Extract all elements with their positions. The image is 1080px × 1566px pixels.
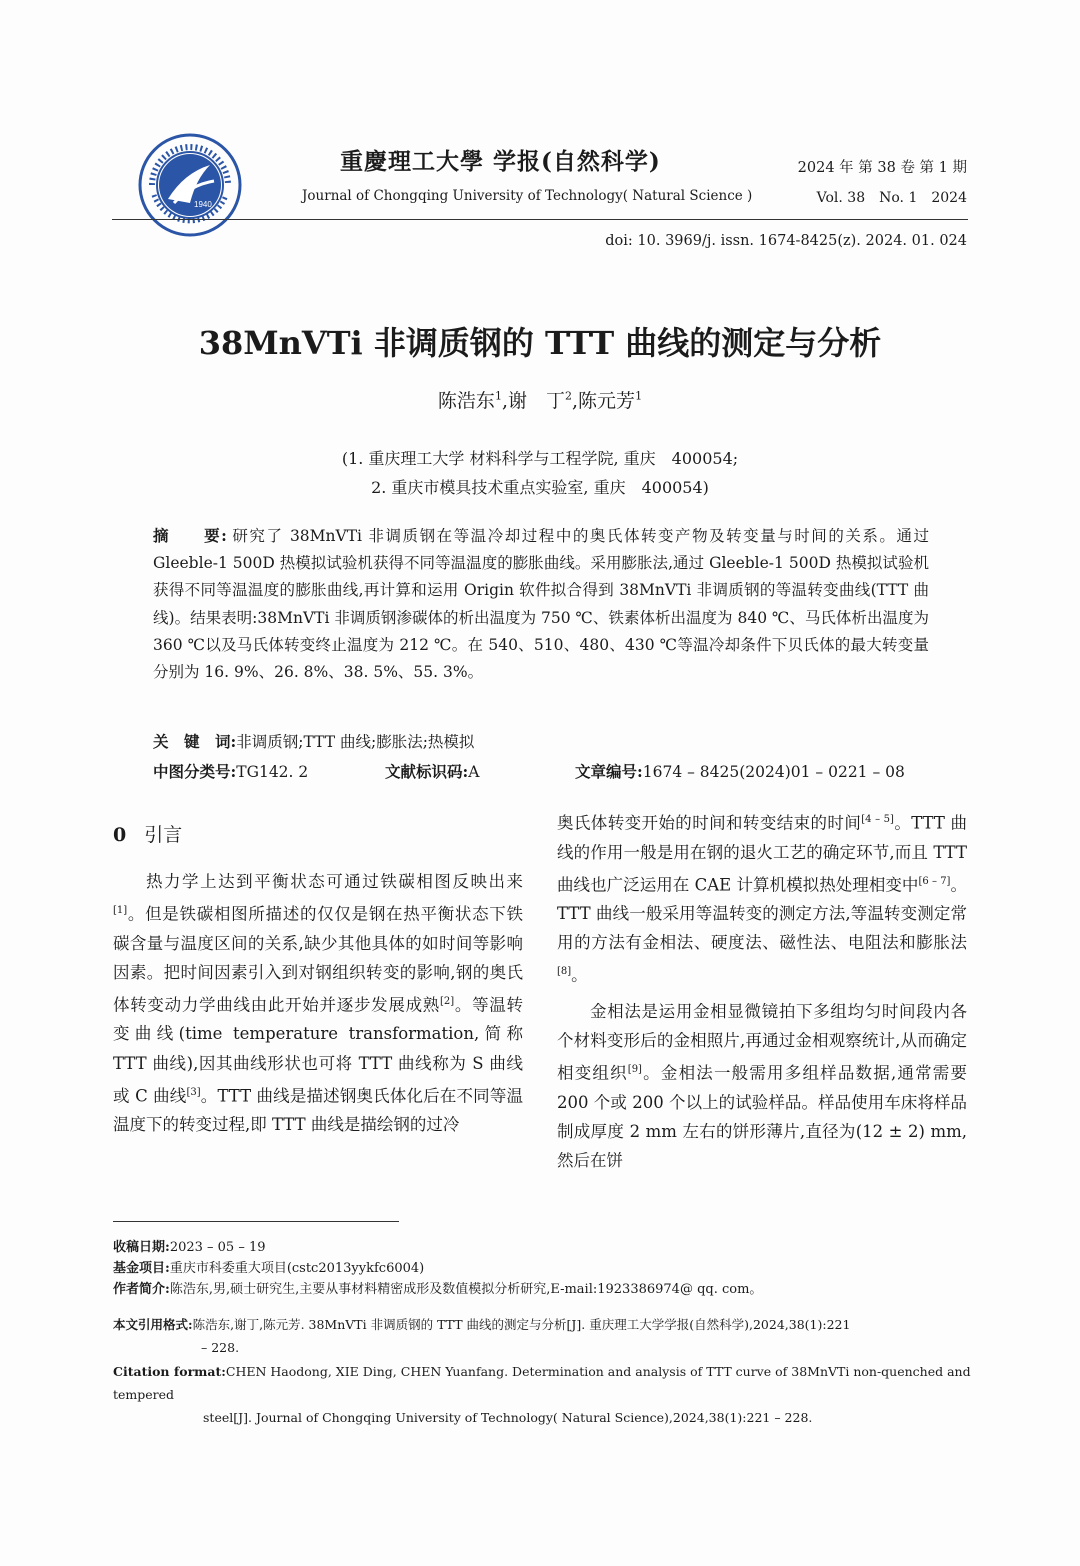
author-name: 陈元芳 [578,390,636,412]
body-left-column [113,867,523,1139]
citation-ref[interactable]: [3] [186,1086,201,1098]
affiliation-1: (1. 重庆理工大学 材料科学与工程学院, 重庆 400054; [341,449,739,468]
author-affil-sup: 2 [565,389,572,403]
section-heading [113,820,182,847]
citation-ref[interactable]: [8] [557,966,572,978]
keywords-label: 关 键 词: [153,732,237,751]
paragraph: 金相法是运用金相显微镜拍下多组均匀时间段内各个材料变形后的金相照片,再通过金相观察统计,从而确定相变组织[9]。金相法一般需用多组样品数据,通常需要 200 个或 200 个以上的试验样品。样品使用车床将样品制成厚度 2 mm 左右的饼形薄片,直径为(12 ± 2) mm,然后在饼 [557,1002,967,1171]
citation-ref[interactable]: [4 – 5] [861,814,894,825]
abstract-label: 摘 要: [153,526,227,545]
citation-ref[interactable]: [6 – 7] [918,875,951,887]
article-title: 38MnVTi 非调质钢的 TTT 曲线的测定与分析 [198,324,882,362]
footnote-author: 作者简介:陈浩东,男,硕士研究生,主要从事材料精密成形及数值模拟分析研究,E-mail:1923386974@ qq. com。 [113,1282,763,1297]
abstract [153,522,929,686]
citation-ref[interactable]: [1] [113,905,128,917]
logo-year: 1940 [194,200,212,209]
author-affil-sup: 1 [494,389,502,403]
paragraph: 热力学上达到平衡状态可通过铁碳相图反映出来[1]。但是铁碳相图所描述的仅仅是钢在热平衡状态下铁碳含量与温度区间的关系,缺少其他具体的如时间等影响因素。把时间因素引入到对钢组织转变的影响,钢的奥氏体转变动力学曲线由此开始并逐步发展成熟[2]。等温转变曲线(time temperature transformation,简称 TTT 曲线),因其曲线形状也可将 TTT 曲线称为 S 曲线或 C 曲线[3]。TTT 曲线是描述钢奥氏体化后在不同等温温度下的转变过程,即 TTT 曲线是描绘钢的过冷 [113,872,524,1135]
journal-name-cn: 重慶理工大學 学报(自然科学) [340,148,661,175]
doi[interactable]: doi: 10. 3969/j. issn. 1674-8425(z). 2024. 01. 024 [605,233,967,249]
citation-ref[interactable]: [9] [627,1064,642,1076]
footnote-fund: 基金项目:重庆市科委重大项目(cstc2013yykfc6004) [113,1261,425,1276]
footnote-rule [113,1221,399,1222]
body-right-column [557,805,967,1175]
citation-en: Citation format:CHEN Haodong, XIE Ding, CHEN Yuanfang. Determination and analysis of TTT curve of 38MnVTi non-quenched and tempered steel[J]. Journal of Chongqing University of Technology( Natural Science),2024,38(1):221 – 228. [113,1364,971,1425]
author-affil-sup: 1 [635,389,643,403]
clc-value: TG142. 2 [236,763,309,781]
affiliation-2: 2. 重庆市模具技术重点实验室, 重庆 400054) [371,478,709,497]
author-name: 谢 丁 [507,390,565,412]
paragraph: 奥氏体转变开始的时间和转变结束的时间[4 – 5]。TTT 曲线的作用一般是用在钢的退火工艺的确定环节,而且 TTT 曲线也广泛运用在 CAE 计算机模拟热处理相变中[6 – 7]。TTT 曲线一般采用等温转变的测定方法,等温转变测定常用的方法有金相法、硬度法、磁性法、电阻法和膨胀法[8]。 [557,813,968,985]
doc-code-value: A [468,763,480,781]
footnote-received: 收稿日期:2023 – 05 – 19 [113,1240,266,1255]
citation-cn: 本文引用格式:陈浩东,谢丁,陈元芳. 38MnVTi 非调质钢的 TTT 曲线的测定与分析[J]. 重庆理工大学学报(自然科学),2024,38(1):221 – 228. [113,1317,851,1355]
header-rule [112,219,968,220]
issue-info-en: Vol. 38 No. 1 2024 [816,190,967,206]
abstract-text: 研究了 38MnVTi 非调质钢在等温冷却过程中的奥氏体转变产物及转变量与时间的关系。通过 Gleeble-1 500D 热模拟试验机获得不同等温温度的膨胀曲线。采用膨胀法,通过 Gleeble-1 500D 热模拟试验机获得不同等温温度的膨胀曲线,再计算和运用 Origin 软件拟合得到 38MnVTi 非调质钢的等温转变曲线(TTT 曲线)。结果表明:38MnVTi 非调质钢渗碳体的析出温度为 750 ℃、铁素体析出温度为 840 ℃、马氏体析出温度为 360 ℃以及马氏体转变终止温度为 212 ℃。在 540、510、480、430 ℃等温冷却条件下贝氏体的最大转变量分别为 16. 9%、26. 8%、38. 5%、55. 3%。 [153,527,929,682]
university-logo [138,133,242,237]
citation-ref[interactable]: [2] [440,995,455,1007]
author-name: 陈浩东 [437,390,495,412]
keywords [153,730,474,752]
clc-label: 中图分类号: [153,762,237,781]
section-number: 0 [113,824,127,846]
journal-name-en: Journal of Chongqing University of Technology( Natural Science ) [302,188,753,204]
author-list: 陈浩东$^1$,谢 丁$^2$,陈元芳$^1$ [437,389,643,412]
article-no-label: 文章编号: [575,762,643,781]
doc-code-label: 文献标识码: [385,762,469,781]
article-no-value: 1674 – 8425(2024)01 – 0221 – 08 [642,763,905,781]
keywords-text: 非调质钢;TTT 曲线;膨胀法;热模拟 [236,733,475,751]
section-title: 引言 [144,824,183,846]
issue-info-cn: 2024 年 第 38 卷 第 1 期 [797,160,967,176]
